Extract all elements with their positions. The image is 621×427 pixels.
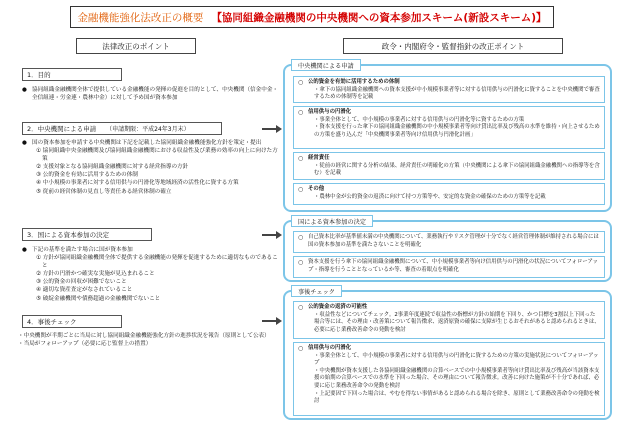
box-line: 資本支援を行う傘下の協同組織金融機関について、中小規模事業者等向け信用供与の円滑化の状況についてフォローアップ・指導を行うこととなっているか等、審査の着眼点を明確化 [308,259,598,273]
box-title: その他 [308,186,325,192]
box-repayment-possibility [293,301,605,339]
section-2-title: 2．中央機関による申請 [27,125,97,133]
circle-icon: ○ [298,234,304,241]
list-item: ③ 公的資金の回収が困難でないこと [36,279,127,286]
box-line: ・中央機関が資本支援した各協同組織金融機関の合算ベースでの中小規模事業者等向け貸出比率及び残高が当該資本支援の始期の合算ベースでの水準を下回った場合、その理由について報告徴求。改善に向けた施策が不十分であれば、必要に応じ業務改善命令の発動を検討 [314,367,600,389]
panel-capital-decision-label: 国による資本参加の決定 [291,215,373,227]
box-credit-smoothing [293,106,605,149]
box-title: 経営責任 [308,155,330,161]
section-3-body [22,246,278,303]
panel-application-label: 中央機関による申請 [291,59,361,71]
section-4-body [18,332,274,348]
box-line: ・収益性などについてチェック。2事業年度連続で収益性の指標が方針の始期を下回り、かつ目標を3割以上下回った場合等には、その理由・改善策について報告徴求、返済原資の確保に支障が生じるおそれがあると認められるときは、必要に応じ業務改善命令の発動を検討 [314,311,600,333]
box-public-funds [293,76,605,103]
section-2-body [22,139,278,196]
section-3-heading [22,228,152,241]
section-1-heading [22,68,122,81]
panel-post-check-label: 事後チェック [291,285,342,297]
circle-icon: ○ [298,304,304,311]
section-4-line: ・中央機関が半期ごとに当局に対し協同組織金融機能強化方針の進捗状況を報告（原則として公表） [18,333,270,339]
section-4-line: ・当局がフォローアップ（必要に応じ監督上の措置） [18,341,152,348]
box-line: ・事業全体として、中小規模の事業者に対する信用供与の円滑化に資するための方策の実施状況についてフォローアップ [314,352,599,367]
header-regulation-points: 政令・内閣府令・監督指針の改正ポイント [343,38,563,54]
circle-icon: ○ [298,109,304,116]
panel-capital-decision [283,220,612,282]
section-2-text: 国の資本参加を申請する中央機関は下記を記載した協同組織金融機能強化方針を策定・提出 [32,140,262,146]
panel-application [283,64,612,212]
box-line: ・資本支援を行った傘下の協同組織金融機関の中小規模事業者等向け貸出比率及び残高の水準を維持・向上させるための方策を盛り込んだ「中央機関事業者等向け信用供与円滑化計画」 [314,124,600,138]
list-item: ② 支援対象となる協同組織金融機関に対する経営指導の方針 [36,164,189,171]
bullet: ● [22,247,27,253]
box-line: ・事業全体として、中小規模の事業者に対する信用供与の円滑化等に資するための方策 [314,116,525,123]
box-capital-criteria [293,231,605,253]
application-deadline: （申請期限：平成24年3月末） [106,126,190,133]
section-2-heading [22,122,222,135]
section-4-heading [22,315,122,328]
box-line: ・傘下の協同組織金融機関への資本支援が中小規模事業者等に対する信用供与の円滑化に資することを中央機関で審査するための体制等を記載 [314,86,600,101]
list-item: ④ 中小規模の事業者に対する信用供与の円滑化等地域経済の活性化に資する方策 [36,180,239,187]
list-item: ① 方針が協同組織金融機関全体で提供する金融機能の発揮を促進するために適切なものであること [36,255,278,270]
section-4-title: 4．事後チェック [27,318,77,326]
document-title [70,6,554,28]
box-title: 公的資金の返済の可能性 [308,304,368,310]
list-item: ⑤ 破綻金融機関や債務超過の金融機関でないこと [36,295,161,302]
arrow-right-icon [262,234,276,236]
box-line: ・従前の経営に関する分析の結果、経営責任の明確化の方策（中央機関による傘下の協同組織金融機関への指導等を含む）を記載 [314,162,600,177]
list-item: ④ 適切な資産査定がなされていること [36,287,133,294]
arrow-right-icon [262,128,276,130]
circle-icon: ○ [298,79,304,86]
circle-icon: ○ [298,186,304,193]
title-scheme: 【協同組織金融機関の中央機関への資本参加スキーム(新設スキーム)】 [211,11,547,24]
list-item: ② 方針の円滑かつ確実な実施が見込まれること [36,271,155,278]
box-other [293,183,605,205]
section-3-title: 3．国による資本参加の決定 [27,231,110,239]
box-title: 信用供与の円滑化 [308,345,352,351]
section-3-text: 下記の基準を満たす場合に国が資本参加 [32,247,133,253]
list-item: ③ 公的資金を有効に活用するための体制 [36,172,138,179]
section-1-body [22,86,278,102]
circle-icon: ○ [298,259,304,266]
panel-post-check [283,290,612,420]
arrow-right-icon [262,320,276,322]
box-title: 公的資金を有効に活用するための体制 [308,79,400,85]
bullet: ● [22,87,27,93]
box-review-points [293,256,605,278]
list-item: ① 協同組織中央金融機関及び協同組織金融機関における収益性及び業務の効率の向上に向けた方策 [36,148,278,163]
header-law-points: 法律改正のポイント [76,38,196,54]
box-line: ・農林中金が公的資金の返済に向けて持つ方策等や、安定的な資金の確保のための方策等を記載 [314,193,546,200]
circle-icon: ○ [298,155,304,162]
section-1-title: 1．目的 [27,71,51,79]
title-main: 金融機能強化法改正の概要 [77,11,204,24]
circle-icon: ○ [298,345,304,352]
box-management-responsibility [293,152,605,180]
list-item: ⑤ 従前の経営体制の見直し等責任ある経営体制の確立 [36,188,172,195]
box-title: 信用供与の円滑化 [308,109,352,115]
box-credit-followup [293,342,605,416]
box-line: 自己資本比率が基準値未満の中央機関について、業務執行やリスク管理が十分でなく経営管理体制が維持される場合には国の資本参加の基準を満たさないことを明確化 [308,234,599,248]
bullet: ● [22,140,27,146]
box-line: ・上記要因で下回った場合は、やむを得ない事情があると認められる場合を除き、原則として業務改善命令の発動を検討 [314,390,600,405]
section-1-text: 協同組織金融機関全体で提供している金融機能の発揮の促進を目的として、中央機関（信金中金・全信組連・労金連・農林中金）に対して予め国が資本参加 [32,87,279,102]
